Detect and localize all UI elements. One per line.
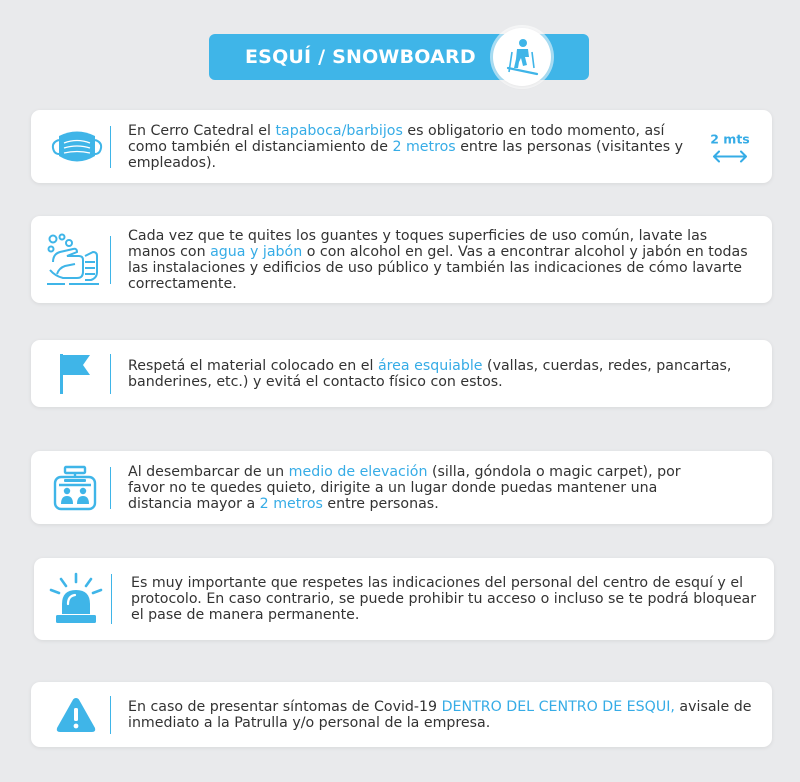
hand-washing-icon xyxy=(45,232,101,288)
card-text: Es muy importante que respetes las indicaciones del personal del centro de esquí y el protocolo. En caso contrario, se puede prohibir tu acceso o incluso se te podrá bloquear el pase de manera permanente. xyxy=(131,575,757,623)
card-divider xyxy=(110,236,111,284)
card-divider xyxy=(110,467,111,509)
highlight-text: área esquiable xyxy=(377,357,483,374)
card-text: En Cerro Catedral el tapaboca/barbijos es obligatorio en todo momento, así como también el distanciamiento de 2 metros entre las personas (visitantes y empleados). xyxy=(128,122,684,171)
card-rules xyxy=(34,558,774,640)
siren-icon xyxy=(48,572,104,626)
card-covid xyxy=(31,682,772,747)
card-divider xyxy=(110,354,111,394)
skier-icon xyxy=(504,38,540,76)
card-text: Cada vez que te quites los guantes y toques superficies de uso común, lavate las manos con agua y jabón o con alcohol en gel. Vas a encontrar alcohol y jabón en todas las instalaciones y edificios de uso público y también las indicaciones de cómo lavarte correctamente. xyxy=(128,227,748,292)
highlight-text: DENTRO DEL CENTRO DE ESQUI, xyxy=(441,698,675,715)
highlight-text: tapaboca/barbijos xyxy=(275,122,403,139)
highlight-text: 2 metros xyxy=(259,495,323,512)
highlight-text: 2 metros xyxy=(392,138,456,155)
card-lift xyxy=(31,451,772,524)
card-text: Al desembarcar de un medio de elevación (silla, góndola o magic carpet), por favor no te quedes quieto, dirigite a un lugar donde puedas mantener una distancia mayor a 2 metros entre personas. xyxy=(128,463,681,512)
skier-badge xyxy=(493,28,551,86)
highlight-text: medio de elevación xyxy=(288,463,428,480)
highlight-text: agua y jabón xyxy=(210,243,303,260)
card-mask xyxy=(31,110,772,183)
card-handwashing xyxy=(31,216,772,303)
double-arrow-icon xyxy=(712,150,748,162)
card-text: Respetá el material colocado en el área esquiable (vallas, cuerdas, redes, pancartas, banderines, etc.) y evitá el contacto físico con estos. xyxy=(128,357,732,390)
card-divider xyxy=(110,696,111,734)
flag-icon xyxy=(57,352,93,396)
warning-icon xyxy=(55,696,97,734)
gondola-icon xyxy=(51,464,99,512)
header-title: ESQUÍ / SNOWBOARD xyxy=(245,46,476,68)
card-divider xyxy=(111,574,112,624)
card-text: En caso de presentar síntomas de Covid-19 DENTRO DEL CENTRO DE ESQUI, avisale de inmediato a la Patrulla y/o personal de la empresa. xyxy=(128,698,752,731)
section-header xyxy=(209,34,589,80)
face-mask-icon xyxy=(51,126,103,168)
distance-badge xyxy=(710,131,750,162)
card-divider xyxy=(110,126,111,168)
distance-label: 2 mts xyxy=(710,131,750,146)
card-flag xyxy=(31,340,772,407)
